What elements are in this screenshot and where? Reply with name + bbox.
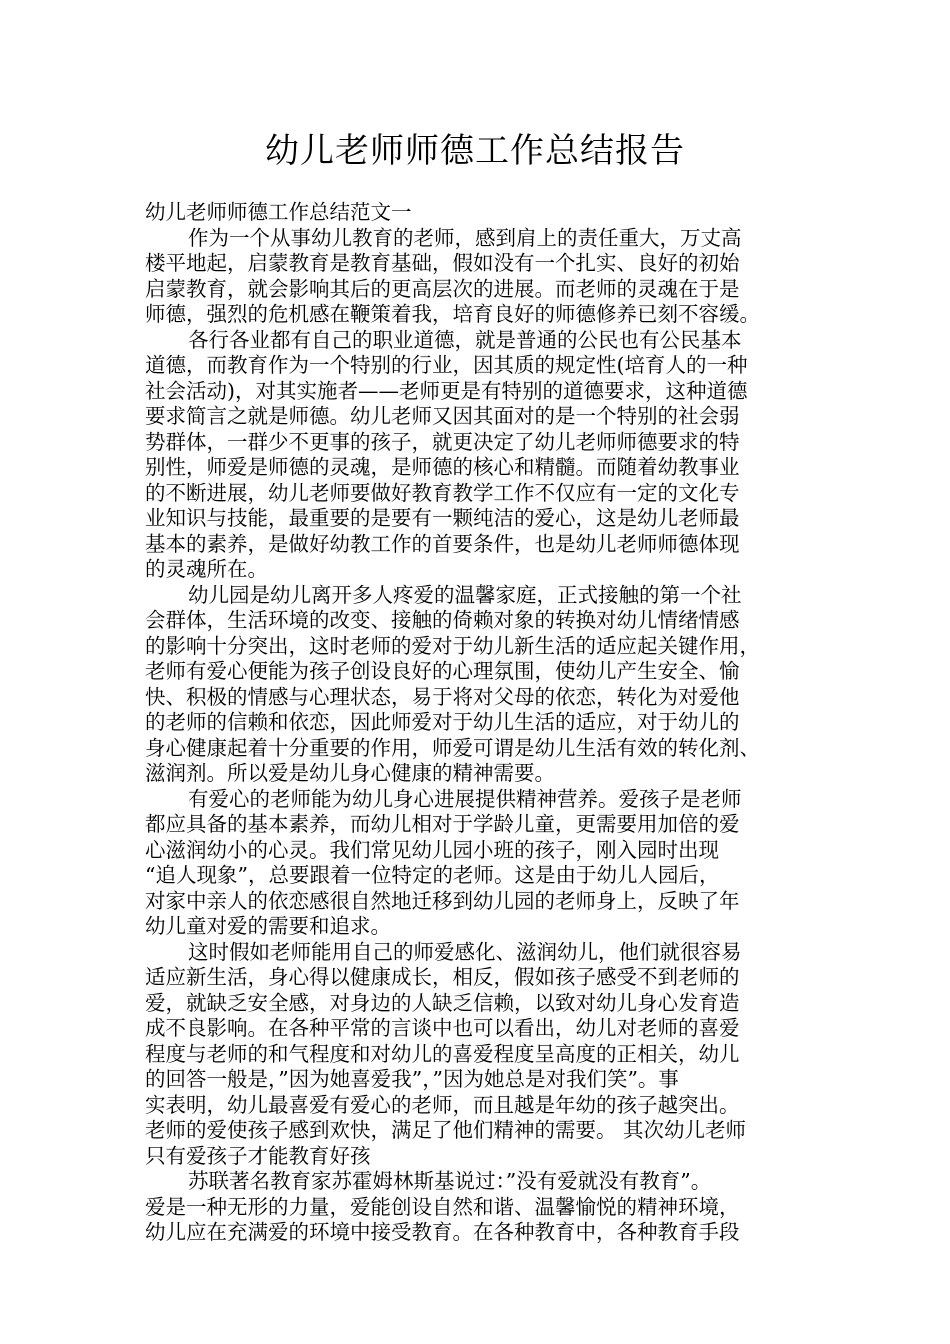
text-line: 老师有爱心便能为孩子创设良好的心理氛围，使幼儿产生安全、愉 <box>145 659 740 683</box>
text-line: 的灵魂所在。 <box>145 557 268 581</box>
text-line: 成不良影响。在各种平常的言谈中也可以看出，幼儿对老师的喜爱 <box>145 1016 740 1040</box>
text-line: 作为一个从事幼儿教育的老师，感到肩上的责任重大，万丈高 <box>188 225 742 250</box>
text-line: 对家中亲人的依恋感很自然地迁移到幼儿园的老师身上，反映了年 <box>145 888 740 913</box>
text-line: 道德，而教育作为一个特别的行业，因其质的规定性(培育人的一种 <box>145 353 748 377</box>
text-line: 实表明，幼儿最喜爱有爱心的老师，而且越是年幼的孩子越突出。 <box>145 1092 740 1117</box>
text-line: 幼儿应在充满爱的环境中接受教育。在各种教育中，各种教育手段 <box>145 1220 740 1244</box>
text-line: 的回答一般是，”因为她喜爱我”，”因为她总是对我们笑”。事 <box>145 1067 679 1091</box>
text-line: 的不断进展，幼儿老师要做好教育教学工作不仅应有一定的文化专 <box>145 480 740 505</box>
text-line: 会群体，生活环境的改变、接触的倚赖对象的转换对幼儿情绪情感 <box>145 608 740 632</box>
text-line: 幼儿园是幼儿离开多人疼爱的温馨家庭，正式接触的第一个社 <box>188 582 742 607</box>
document-title: 幼儿老师师德工作总结报告 <box>265 131 685 171</box>
text-line: 楼平地起，启蒙教育是教育基础，假如没有一个扎实、良好的初始 <box>145 251 740 275</box>
text-line: 滋润剂。所以爱是幼儿身心健康的精神需要。 <box>145 761 555 785</box>
text-line: 各行各业都有自己的职业道德，就是普通的公民也有公民基本 <box>188 327 742 352</box>
text-line: 势群体，一群少不更事的孩子，就更决定了幼儿老师师德要求的特 <box>145 429 740 454</box>
text-line: 幼儿老师师德工作总结范文一 <box>145 200 412 224</box>
text-line: 老师的爱使孩子感到欢快，满足了他们精神的需要。 其次幼儿老师 <box>145 1118 747 1142</box>
text-line: 快、积极的情感与心理状态，易于将对父母的依恋，转化为对爱他 <box>145 684 740 709</box>
text-line: 要求简言之就是师德。幼儿老师又因其面对的是一个特别的社会弱 <box>145 404 740 428</box>
text-line: 只有爱孩子才能教育好孩 <box>145 1143 371 1168</box>
text-line: 幼儿童对爱的需要和追求。 <box>145 914 391 938</box>
document-body <box>145 200 817 1246</box>
text-line: 爱，就缺乏安全感，对身边的人缺乏信赖，以致对幼儿身心发育造 <box>145 990 740 1015</box>
text-line: 的影响十分突出，这时老师的爱对于幼儿新生活的适应起关键作用， <box>145 633 760 658</box>
text-line: “追人现象”，总要跟着一位特定的老师。这是由于幼儿人园后， <box>145 863 720 887</box>
text-line: 基本的素养，是做好幼教工作的首要条件，也是幼儿老师师德体现 <box>145 531 740 556</box>
text-line: 苏联著名教育家苏霍姆林斯基说过：”没有爱就没有教育”。 <box>188 1169 712 1193</box>
text-line: 社会活动)，对其实施者——老师更是有特别的道德要求，这种道德 <box>145 378 748 403</box>
text-line: 这时假如老师能用自己的师爱感化、滋润幼儿，他们就很容易 <box>188 939 742 964</box>
text-line: 启蒙教育，就会影响其后的更高层次的进展。而老师的灵魂在于是 <box>145 276 740 301</box>
text-line: 有爱心的老师能为幼儿身心进展提供精神营养。爱孩子是老师 <box>188 786 742 811</box>
text-line: 程度与老师的和气程度和对幼儿的喜爱程度呈高度的正相关，幼儿 <box>145 1041 740 1066</box>
text-line: 心滋润幼小的心灵。我们常见幼儿园小班的孩子，刚入园时出现 <box>145 837 719 862</box>
text-line: 爱是一种无形的力量，爱能创设自然和谐、温馨愉悦的精神环境， <box>145 1194 740 1219</box>
text-line: 的老师的信赖和依恋，因此师爱对于幼儿生活的适应，对于幼儿的 <box>145 710 740 734</box>
text-line: 适应新生活，身心得以健康成长，相反，假如孩子感受不到老师的 <box>145 965 740 989</box>
text-line: 业知识与技能，最重要的是要有一颗纯洁的爱心，这是幼儿老师最 <box>145 506 740 530</box>
text-line: 别性，师爱是师德的灵魂，是师德的核心和精髓。而随着幼教事业 <box>145 455 740 479</box>
text-line: 都应具备的基本素养，而幼儿相对于学龄儿童，更需要用加倍的爱 <box>145 812 740 836</box>
text-line: 身心健康起着十分重要的作用，师爱可谓是幼儿生活有效的转化剂、 <box>145 735 760 760</box>
text-line: 师德，强烈的危机感在鞭策着我，培育良好的师德修养已刻不容缓。 <box>145 302 760 326</box>
